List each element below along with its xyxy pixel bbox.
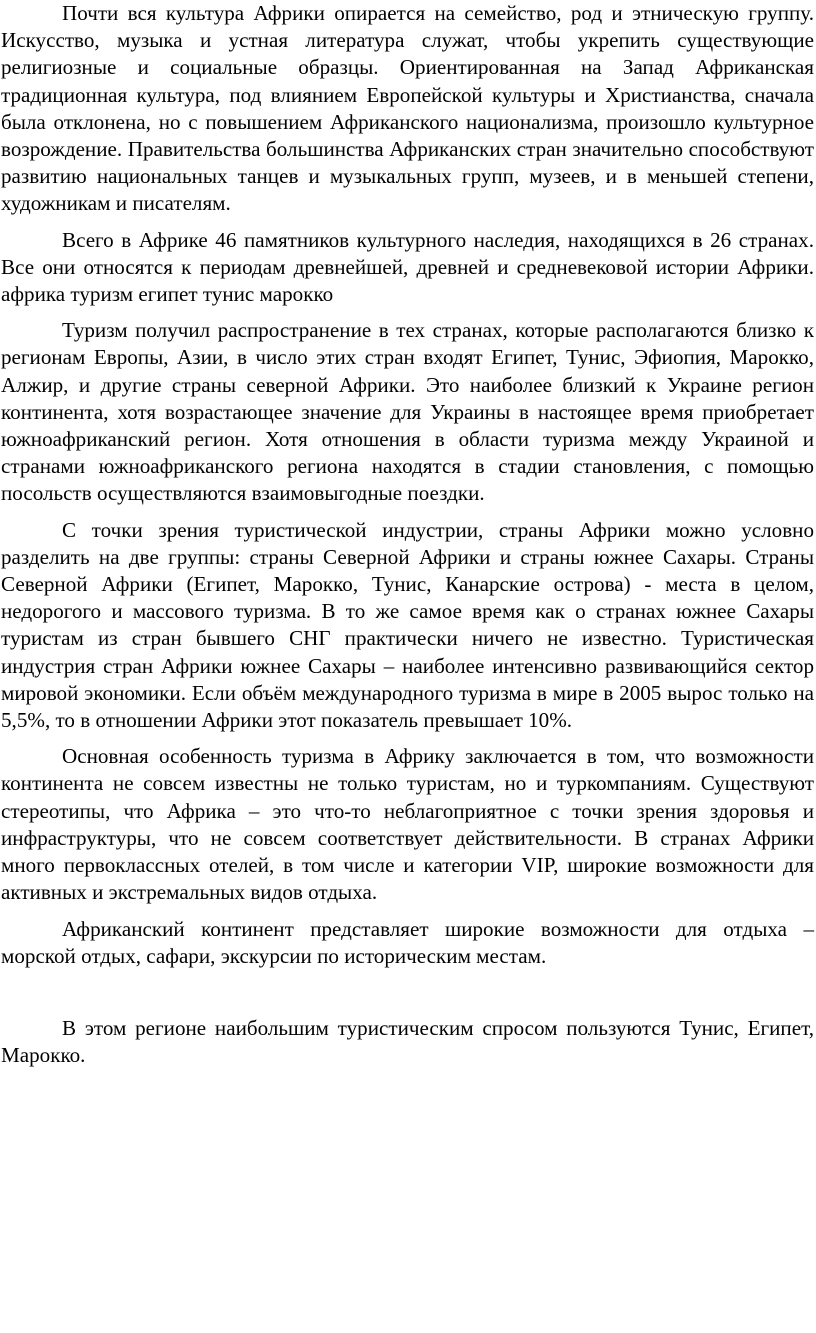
paragraph-region-demand: В этом регионе наибольшим туристическим спросом пользуются Тунис, Египет, Марокко. [1,1015,814,1068]
paragraph-tourism-feature: Основная особенность туризма в Африку заключается в том, что возможности континента не совсем известны не только туристам, но и туркомпаниям. Существуют стереотипы, что Африка – это что-то неблагоприятное с точки зрения здоровья и инфраструктуры, что не совсем соответствует действительности. В странах Африки много первоклассных отелей, в том числе и категории VIP, широкие возможности для активных и экстремальных видов отдыха. [1,744,814,905]
paragraph-culture: Почти вся культура Африки опирается на семейство, род и этническую группу. Искусство, музыка и устная литература служат, чтобы укрепить существующие религиозные и социальные образцы. Ориентированная на Запад Африканская традиционная культура, под влиянием Европейской культуры и Христианства, сначала была отклонена, но с повышением Африканского национализма, произошло культурное возрождение. Правительства большинства Африканских стран значительно способствуют развитию национальных танцев и музыкальных групп, музеев, и в меньшей степени, художникам и писателям. [1,1,814,216]
paragraph-continent-opportunities: Африканский континент представляет широкие возможности для отдыха – морской отдых, сафари, экскурсии по историческим местам. [1,916,814,968]
paragraph-tourism-spread: Туризм получил распространение в тех странах, которые располагаются близко к регионам Европы, Азии, в число этих стран входят Египет, Тунис, Эфиопия, Марокко, Алжир, и другие страны северной Африки. Это наиболее близкий к Украине регион континента, хотя возрастающее значение для Украины в настоящее время приобретает южноафриканский регион. Хотя отношения в области туризма между Украиной и странами южноафриканского региона находятся в стадии становления, с помощью посольств осуществляются взаимовыгодные поездки. [1,318,814,506]
paragraph-tourism-groups: С точки зрения туристической индустрии, страны Африки можно условно разделить на две группы: страны Северной Африки и страны южнее Сахары. Страны Северной Африки (Египет, Марокко, Тунис, Канарские острова) - места в целом, недорогого и массового туризма. В то же самое время как о странах южнее Сахары туристам из стран бывшего СНГ практически ничего не известно. Туристическая индустрия стран Африки южнее Сахары – наиболее интенсивно развивающийся сектор мировой экономики. Если объём международного туризма в мире в 2005 вырос только на 5,5%, то в отношении Африки этот показатель превышает 10%. [1,517,814,733]
blank-space [1,979,814,1015]
paragraph-heritage: Всего в Африке 46 памятников культурного наследия, находящихся в 26 странах. Все они относятся к периодам древнейшей, древней и средневековой истории Африки. африка туризм египет тунис марокко [1,227,814,307]
